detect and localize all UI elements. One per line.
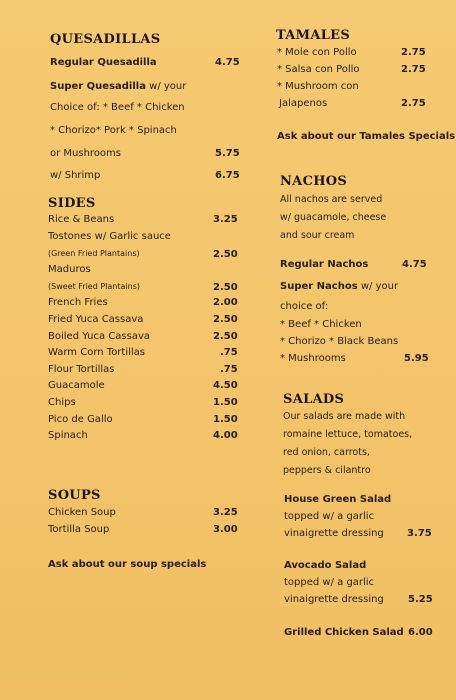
- item-price: 5.95: [404, 353, 429, 364]
- salads-description: [283, 408, 412, 480]
- item-name: Warm Corn Tortillas: [48, 347, 146, 358]
- item-name: * Mole con Pollo: [277, 47, 357, 58]
- description-line: All nachos are served: [280, 194, 383, 205]
- item-desc: vinaigrette dressing: [284, 528, 384, 539]
- super-quesadilla-line: [50, 81, 186, 92]
- item-price: 5.25: [408, 594, 433, 605]
- description-line: romaine lettuce, tomatoes,: [283, 429, 413, 440]
- item-price: 2.75: [401, 47, 426, 58]
- nachos-heading: NACHOS: [280, 174, 348, 189]
- item-price: 6.75: [215, 170, 240, 181]
- item-name: * Mushroom con: [277, 81, 359, 92]
- item-price: 4.75: [402, 259, 427, 270]
- item-price: .75: [220, 347, 238, 358]
- description-line: Our salads are made with: [283, 411, 406, 422]
- item-name: Chicken Soup: [48, 507, 116, 518]
- item-price: 2.50: [213, 249, 238, 260]
- item-price: 2.00: [213, 297, 238, 308]
- salad-description-line: topped w/ a garlic: [284, 511, 375, 522]
- nachos-choices-line: * Beef * Chicken: [280, 319, 362, 330]
- item-price: 4.00: [213, 430, 238, 441]
- item-name: Regular Nachos: [280, 259, 369, 270]
- item-name: Spinach: [48, 430, 88, 441]
- item-name: Regular Quesadilla: [50, 57, 157, 68]
- nachos-choices-line: * Chorizo * Black Beans: [280, 336, 399, 347]
- tamales-heading: TAMALES: [276, 28, 351, 43]
- description-line: w/ guacamole, cheese: [280, 212, 387, 223]
- description-line: and sour cream: [280, 230, 355, 241]
- item-price: 3.75: [407, 528, 432, 539]
- item-price: 5.75: [215, 148, 240, 159]
- item-price: 2.50: [213, 331, 238, 342]
- item-price: 1.50: [213, 397, 238, 408]
- item-name: Flour Tortillas: [48, 364, 115, 375]
- salads-heading: SALADS: [283, 392, 345, 407]
- item-price: 2.50: [213, 314, 238, 325]
- item-price: 2.50: [213, 282, 238, 293]
- item-name: Tostones w/ Garlic sauce: [48, 231, 171, 242]
- item-name: * Mushrooms: [280, 353, 346, 364]
- quesadilla-choices-line: Choice of: * Beef * Chicken: [50, 102, 185, 113]
- item-price: .75: [220, 364, 238, 375]
- item-name: French Fries: [48, 297, 108, 308]
- description-line: red onion, carrots,: [283, 447, 370, 458]
- item-price: 2.75: [401, 98, 426, 109]
- quesadilla-choices-line: * Chorizo* Pork * Spinach: [50, 125, 177, 136]
- item-name: Super Nachos: [280, 281, 358, 292]
- item-name: Pico de Gallo: [48, 414, 113, 425]
- item-price: 1.50: [213, 414, 238, 425]
- tamales-specials-note: Ask about our Tamales Specials: [277, 131, 456, 142]
- item-name: Rice & Beans: [48, 214, 115, 225]
- item-price: 4.75: [215, 57, 240, 68]
- item-suffix: w/ your: [145, 81, 187, 92]
- menu-item-house-salad: House Green Salad: [284, 494, 392, 505]
- item-name: Jalapenos: [279, 98, 328, 109]
- item-price: 2.75: [401, 64, 426, 75]
- item-name: (Sweet Fried Plantains): [48, 282, 140, 291]
- item-name: Tortilla Soup: [48, 524, 110, 535]
- item-name: or Mushrooms: [50, 148, 122, 159]
- item-suffix: w/ your: [357, 281, 399, 292]
- item-name: (Green Fried Plantains): [48, 249, 140, 258]
- salad-description-line: topped w/ a garlic: [284, 577, 375, 588]
- super-nachos-line: [280, 281, 398, 292]
- nachos-description: [280, 191, 386, 245]
- item-desc: vinaigrette dressing: [284, 594, 384, 605]
- soups-heading: SOUPS: [48, 488, 101, 503]
- item-name: Super Quesadilla: [50, 81, 146, 92]
- item-name: Guacamole: [48, 380, 105, 391]
- item-price: 6.00: [408, 627, 433, 638]
- sides-heading: SIDES: [48, 196, 96, 211]
- item-price: 4.50: [213, 380, 238, 391]
- nachos-choices-line: choice of:: [280, 301, 329, 312]
- description-line: peppers & cilantro: [283, 465, 371, 476]
- item-price: 3.25: [213, 507, 238, 518]
- item-name: * Salsa con Pollo: [277, 64, 360, 75]
- item-price: 3.00: [213, 524, 238, 535]
- item-name: w/ Shrimp: [50, 170, 101, 181]
- item-name: Boiled Yuca Cassava: [48, 331, 151, 342]
- item-name: Grilled Chicken Salad: [284, 627, 404, 638]
- soup-specials-note: Ask about our soup specials: [48, 559, 207, 570]
- item-name: Maduros: [48, 264, 91, 275]
- item-price: 3.25: [213, 214, 238, 225]
- item-name: Fried Yuca Cassava: [48, 314, 144, 325]
- quesadillas-heading: QUESADILLAS: [50, 32, 161, 47]
- menu-item-avocado-salad: Avocado Salad: [284, 560, 367, 571]
- item-name: Chips: [48, 397, 76, 408]
